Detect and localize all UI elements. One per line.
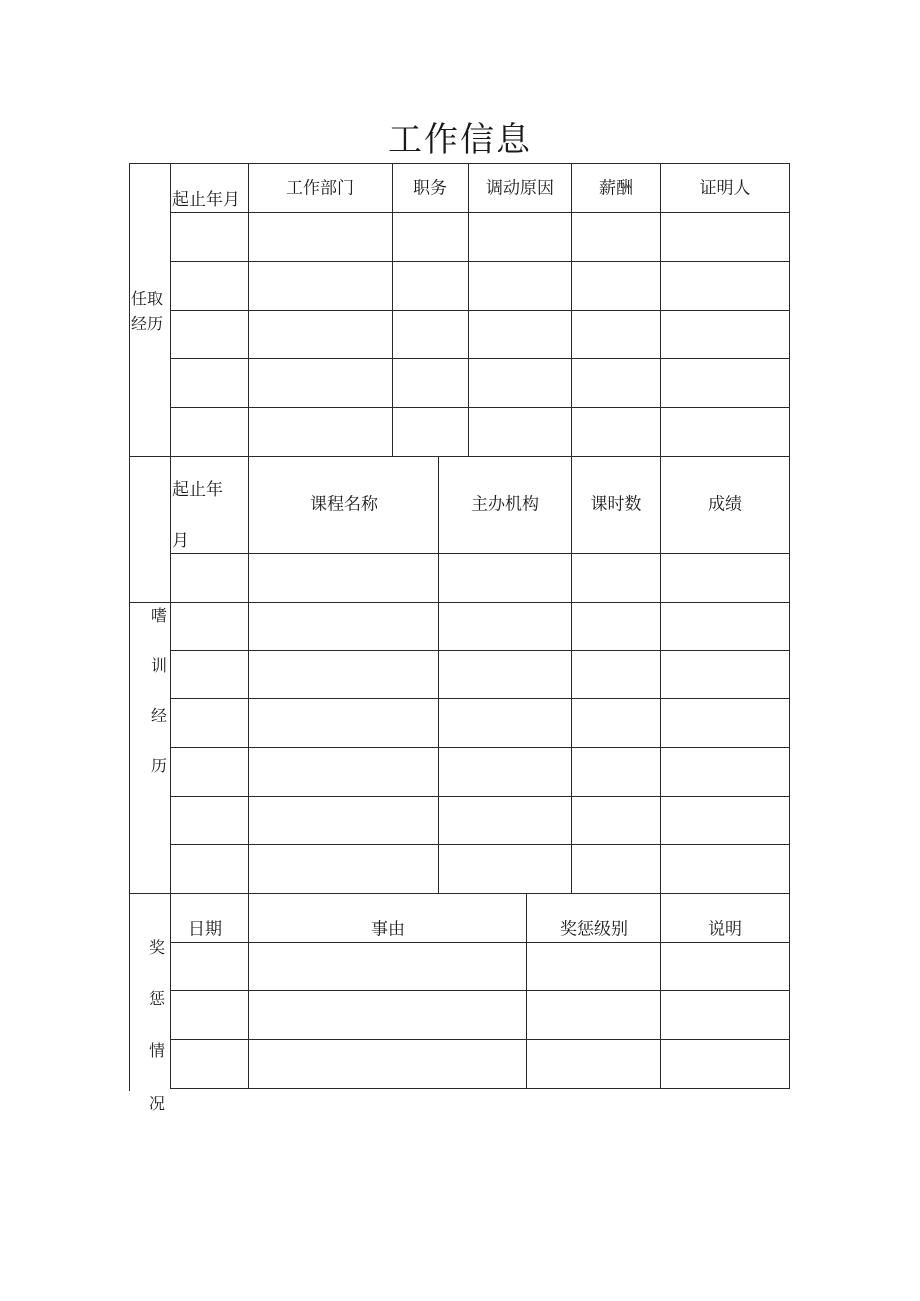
training-side-label-2: 训: [151, 656, 168, 675]
training-header-course-name: 课程名称: [310, 494, 378, 515]
rewards-header-level: 奖惩级别: [560, 919, 628, 940]
work-header-department: 工作部门: [286, 178, 354, 199]
rewards-side-label-2: 惩: [149, 989, 166, 1008]
training-side-label-4: 历: [151, 756, 168, 775]
training-header-period-line2: 月: [172, 531, 189, 551]
work-side-label-1: 任取: [131, 289, 164, 308]
rewards-side-label-3: 情: [149, 1041, 166, 1060]
work-side-label-2: 经历: [131, 314, 164, 333]
training-header-period-line1: 起止年: [172, 480, 223, 500]
training-header-score: 成绩: [708, 494, 742, 515]
rewards-side-label-1: 奖: [149, 938, 166, 957]
training-header-organizer: 主办机构: [471, 494, 539, 515]
work-header-reference: 证明人: [699, 178, 751, 199]
training-header-hours: 课时数: [590, 494, 642, 515]
work-header-transfer-reason: 调动原因: [486, 178, 554, 199]
rewards-side-label-4: 况: [149, 1094, 166, 1113]
training-side-label-3: 经: [151, 706, 168, 725]
page-title: 工作信息: [388, 120, 532, 160]
work-header-period: 起止年月: [172, 190, 240, 210]
training-side-label-1: 嗜: [151, 606, 168, 625]
rewards-header-note: 说明: [708, 919, 742, 940]
rewards-header-date: 日期: [188, 919, 222, 940]
work-header-position: 职务: [413, 178, 447, 199]
work-header-salary: 薪酬: [599, 178, 633, 199]
rewards-header-reason: 事由: [371, 919, 405, 940]
